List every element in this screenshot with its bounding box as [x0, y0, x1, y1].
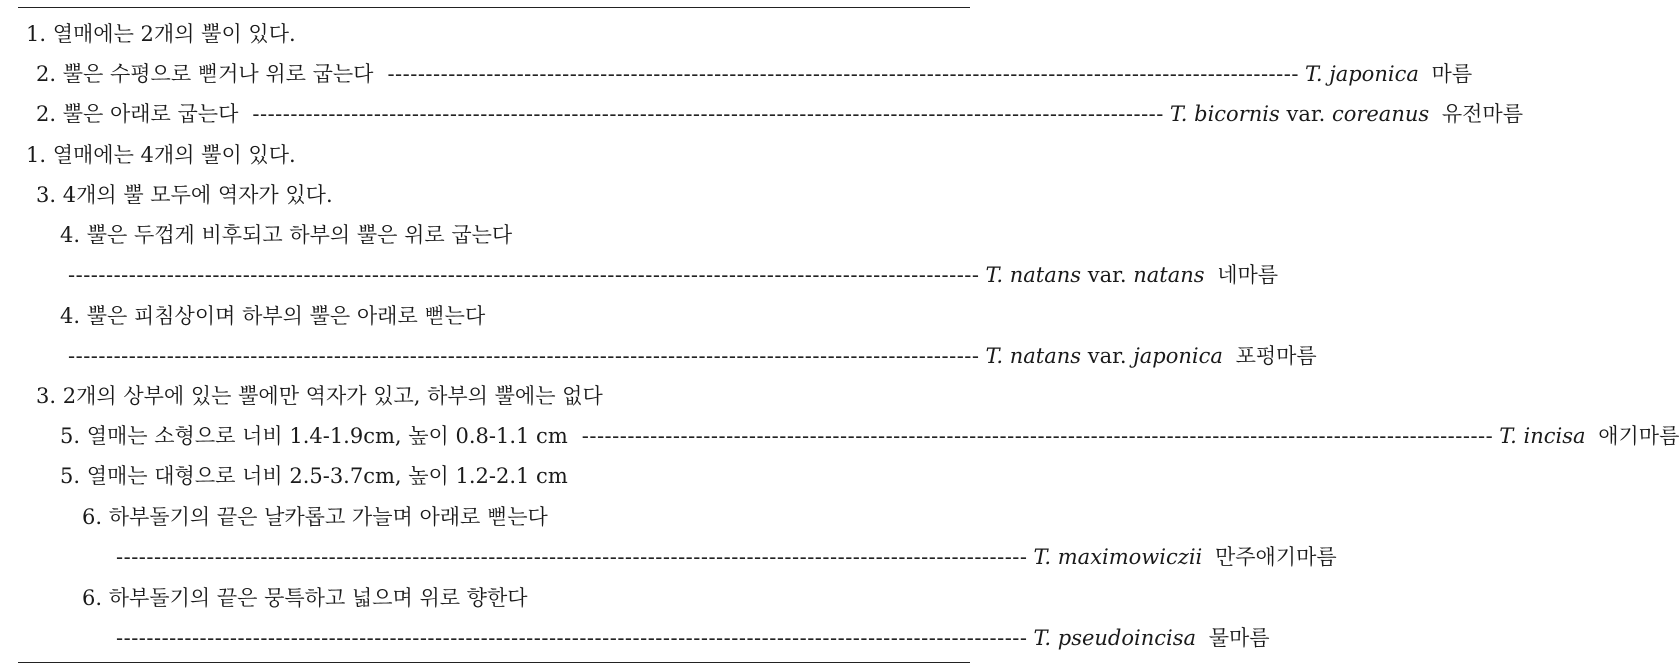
leader-dashes: ------------------------------------------------------------------------------------------------------------------------	[116, 625, 1028, 650]
taxon-rank: var.	[1087, 262, 1127, 287]
taxon-name	[1169, 101, 1523, 126]
bottom-rule	[18, 662, 970, 663]
key-statement	[26, 142, 296, 167]
key-statement	[60, 222, 513, 247]
key-statement	[60, 423, 568, 448]
couplet-text: 하부돌기의 끝은 날카롭고 가늘며 아래로 뻗는다	[108, 504, 548, 529]
korean-name: 애기마름	[1598, 423, 1679, 448]
korean-name: 포펑마름	[1235, 343, 1317, 368]
key-row-2a	[36, 54, 1473, 94]
key-row-1b	[26, 135, 952, 175]
key-row-4b	[60, 296, 952, 336]
leader-dashes: ------------------------------------------------------------------------------------------------------------------------	[68, 262, 980, 287]
key-row-4a	[60, 215, 952, 255]
taxon-rank: var.	[1087, 343, 1127, 368]
couplet-number: 5.	[60, 423, 81, 448]
key-row-3a	[36, 175, 952, 215]
key-statement	[36, 182, 333, 207]
taxon-name	[1033, 544, 1337, 569]
couplet-number: 1.	[26, 21, 47, 46]
scientific-name: T. japonica	[1304, 61, 1419, 86]
scientific-name: T. incisa	[1499, 423, 1586, 448]
couplet-number: 4.	[60, 222, 81, 247]
korean-name: 네마름	[1217, 262, 1279, 287]
key-statement	[60, 303, 486, 328]
couplet-text: 뿔은 수평으로 뻗거나 위로 굽는다	[62, 61, 374, 86]
couplet-text: 뿔은 두껍게 비후되고 하부의 뿔은 위로 굽는다	[86, 222, 513, 247]
korean-name: 물마름	[1208, 625, 1270, 650]
key-statement	[60, 463, 568, 488]
leader-dashes: ------------------------------------------------------------------------------------------------------------------------	[68, 343, 980, 368]
scientific-name: T. bicornis	[1169, 101, 1280, 126]
infraspecific-epithet: natans	[1133, 262, 1205, 287]
key-statement	[82, 504, 548, 529]
key-row-2b	[36, 94, 1523, 134]
leader-dashes: ------------------------------------------------------------------------------------------------------------------------	[116, 544, 1028, 569]
couplet-text: 뿔은 피침상이며 하부의 뿔은 아래로 뻗는다	[86, 303, 486, 328]
couplet-number: 3.	[36, 182, 57, 207]
korean-name: 마름	[1431, 61, 1473, 86]
couplet-number: 2.	[36, 101, 57, 126]
scientific-name: T. natans	[985, 262, 1082, 287]
couplet-text: 2개의 상부에 있는 뿔에만 역자가 있고, 하부의 뿔에는 없다	[62, 383, 603, 408]
key-row-4a-taxon	[68, 255, 1279, 295]
scientific-name: T. pseudoincisa	[1033, 625, 1197, 650]
key-statement	[36, 101, 239, 126]
key-row-3b	[36, 376, 952, 416]
taxon-name	[1499, 423, 1679, 448]
infraspecific-epithet: coreanus	[1331, 101, 1430, 126]
key-row-6a	[82, 497, 952, 537]
couplet-text: 열매에는 2개의 뿔이 있다.	[52, 21, 296, 46]
key-row-1a	[26, 14, 952, 54]
couplet-text: 열매에는 4개의 뿔이 있다.	[52, 142, 296, 167]
leader-dashes: ------------------------------------------------------------------------------------------------------------------------	[387, 61, 1299, 86]
key-statement	[82, 585, 528, 610]
taxon-name	[985, 343, 1317, 368]
leader-dashes: ------------------------------------------------------------------------------------------------------------------------	[252, 101, 1164, 126]
korean-name: 만주애기마름	[1214, 544, 1337, 569]
key-row-6b-taxon	[116, 618, 1270, 658]
couplet-number: 6.	[82, 504, 103, 529]
key-row-4b-taxon	[68, 336, 1317, 376]
taxon-name	[1033, 625, 1270, 650]
couplet-text: 뿔은 아래로 굽는다	[62, 101, 239, 126]
infraspecific-epithet: japonica	[1133, 343, 1223, 368]
couplet-number: 4.	[60, 303, 81, 328]
couplet-number: 1.	[26, 142, 47, 167]
scientific-name: T. natans	[985, 343, 1082, 368]
key-row-6b	[82, 578, 952, 618]
couplet-text: 열매는 소형으로 너비 1.4-1.9cm, 높이 0.8-1.1 cm	[86, 423, 568, 448]
couplet-text: 4개의 뿔 모두에 역자가 있다.	[62, 182, 333, 207]
key-statement	[36, 383, 603, 408]
scientific-name: T. maximowiczii	[1033, 544, 1203, 569]
couplet-number: 6.	[82, 585, 103, 610]
couplet-number: 2.	[36, 61, 57, 86]
couplet-number: 5.	[60, 463, 81, 488]
couplet-number: 3.	[36, 383, 57, 408]
key-statement	[26, 21, 296, 46]
taxon-name	[985, 262, 1279, 287]
key-row-6a-taxon	[116, 537, 1337, 577]
key-row-5b	[60, 456, 952, 496]
couplet-text: 열매는 대형으로 너비 2.5-3.7cm, 높이 1.2-2.1 cm	[86, 463, 568, 488]
taxon-rank: var.	[1286, 101, 1326, 126]
leader-dashes: ------------------------------------------------------------------------------------------------------------------------	[581, 423, 1494, 448]
key-statement	[36, 61, 374, 86]
taxon-name	[1304, 61, 1473, 86]
korean-name: 유전마름	[1441, 101, 1523, 126]
key-row-5a	[60, 416, 1679, 456]
couplet-text: 하부돌기의 끝은 뭉특하고 넓으며 위로 향한다	[108, 585, 528, 610]
